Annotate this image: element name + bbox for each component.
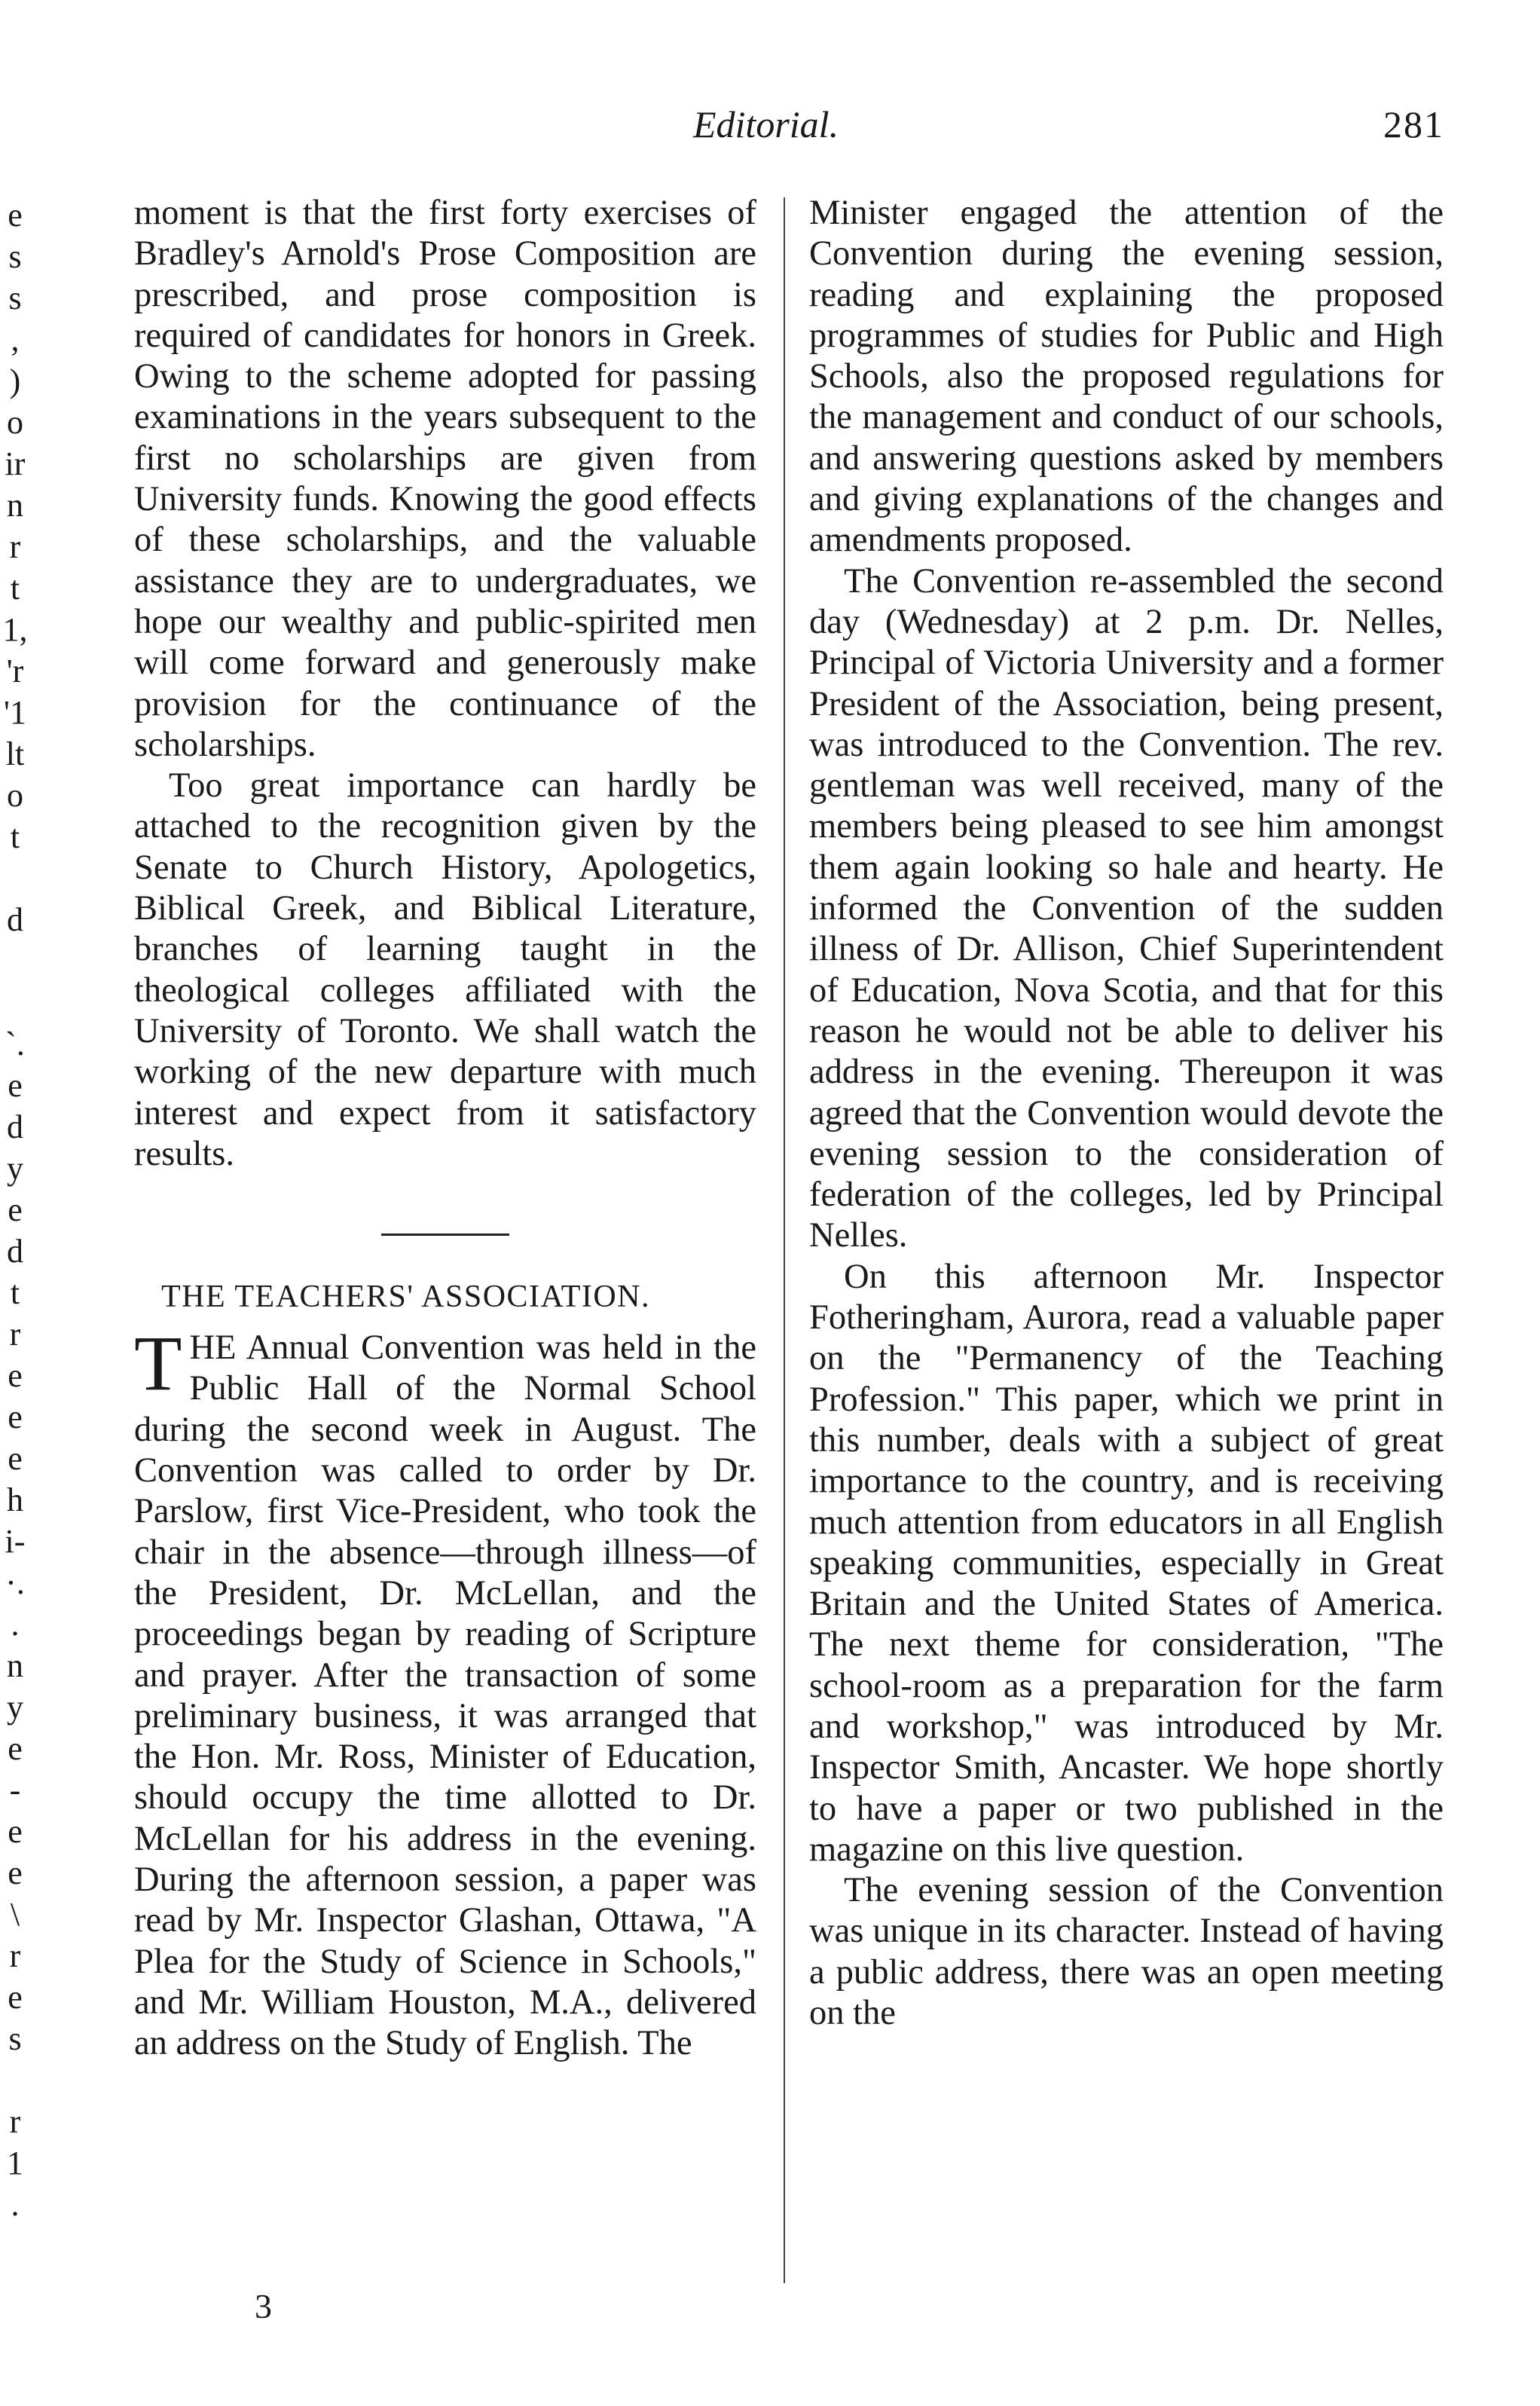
column-rule <box>784 197 785 2283</box>
margin-fragment: . <box>11 1606 20 1643</box>
left-paragraph-scholarships: moment is that the first forty exercises of Bradley's Arnold's Prose Composition are prescribed, and prose composition is required of candidates for honors in Greek. Owing to the scheme adopted for passing examinations in the years subsequent to the first no scholarships are given from University funds. Knowing the good effects of these scholarships, and the valuable assistance they are to undergraduates, we hope our wealthy and public-spirited men will come forward and generously make provision for the continuance of the scholarships. <box>134 194 756 764</box>
margin-fragment: s <box>8 280 22 316</box>
facing-page-margin-fragments <box>0 194 83 2244</box>
margin-fragment <box>0 2059 30 2101</box>
margin-fragment: r <box>9 528 21 565</box>
left-paragraph-church-history: Too great importance can hardly be attached to the recognition given by the Senate to Church History, Apologetics, Biblical Greek, and Biblical Literature, branches of learning taught in the theological colleges affiliated with the University of Toronto. We shall watch the working of the new departure with much interest and expect from it satisfactory results. <box>134 766 756 1173</box>
right-paragraph-minister: Minister engaged the attention of the Convention during the evening session, reading and explaining the proposed programmes of studies for Public and High Schools, also the proposed regulations for the management and conduct of our schools, and answering questions asked by members and giving explanations of the changes and amendments proposed. <box>809 194 1444 560</box>
margin-fragment <box>0 858 30 899</box>
margin-fragment: t <box>10 1274 20 1311</box>
running-head-title: Editorial. <box>693 103 839 145</box>
margin-fragment: 1 <box>7 2145 23 2181</box>
margin-fragment: n <box>7 487 23 524</box>
margin-fragment: ·. <box>5 1564 25 1601</box>
left-paragraph-convention-text: HE Annual Convention was held in the Public Hall of the Normal School during the second week in August. The Convention was called to order by Dr. Parslow, first Vice-President, who took the chair in the absence—through illness—of the President, Dr. McLellan, and the proceedings began by reading of Scripture and prayer. After the transaction of some preliminary business, it was arranged that the Hon. Mr. Ross, Minister of Education, should occupy the time allotted to Dr. McLellan for his address in the evening. During the afternoon session, a paper was read by Mr. Inspector Glashan, Ottawa, "A Plea for the Study of Science in Schools," and Mr. William Houston, M.A., delivered an address on the Study of English. The <box>134 1328 756 2063</box>
margin-fragment: e <box>8 1730 23 1767</box>
margin-fragment: o <box>7 404 23 441</box>
drop-cap: T <box>134 1320 182 1408</box>
margin-fragment: e <box>8 1813 23 1850</box>
right-column <box>809 193 1444 2034</box>
signature-mark: 3 <box>255 2287 272 2325</box>
margin-fragment: d <box>7 1108 23 1145</box>
margin-fragment: y <box>7 1689 23 1726</box>
margin-fragment: e <box>8 1440 23 1477</box>
margin-fragment: ) <box>9 362 21 399</box>
margin-fragment: e <box>8 1854 23 1891</box>
margin-fragment: s <box>8 238 22 275</box>
margin-fragment: , <box>11 321 20 358</box>
margin-fragment: \ <box>10 1896 20 1933</box>
margin-fragment: `. <box>5 1026 25 1062</box>
running-head <box>0 102 1540 163</box>
margin-fragment: e <box>8 1191 23 1228</box>
margin-fragment: 'r <box>6 653 24 689</box>
margin-fragment: d <box>7 901 23 938</box>
right-paragraph-afternoon: On this afternoon Mr. Inspector Fotheringham, Aurora, read a valuable paper on the "Permanency of the Teaching Profession." This paper, which we print in this number, deals with a subject of great importance to the country, and is receiving much attention from educators in all English speaking communities, especially in Great Britain and the United States of America. The next theme for consideration, "The school-room as a preparation for the farm and workshop," was introduced by Mr. Inspector Smith, Ancaster. We hope shortly to have a paper or two published in the magazine on this live question. <box>809 1257 1444 1869</box>
margin-fragment: t <box>10 818 20 855</box>
margin-fragment: h <box>7 1481 23 1518</box>
page-number: 281 <box>1383 103 1444 145</box>
margin-fragment <box>0 940 30 982</box>
margin-fragment: e <box>8 1399 23 1435</box>
margin-fragment: d <box>7 1233 23 1270</box>
left-paragraph-convention <box>134 1320 756 2064</box>
margin-fragment: r <box>9 2103 21 2140</box>
section-heading: THE TEACHERS' ASSOCIATION. <box>161 1279 651 1315</box>
margin-fragment: e <box>8 1067 23 1104</box>
left-column <box>134 193 756 2064</box>
margin-fragment: lt <box>5 735 25 772</box>
section-divider <box>381 1234 509 1236</box>
margin-fragment: - <box>9 1772 21 1808</box>
margin-fragment: s <box>8 2020 22 2057</box>
margin-fragment: . <box>11 2186 20 2223</box>
margin-fragment: y <box>7 1150 23 1187</box>
margin-fragment: '1 <box>4 694 26 731</box>
margin-fragment: ir <box>5 445 26 482</box>
margin-fragment: e <box>8 197 23 234</box>
right-paragraph-second-day: The Convention re-assembled the second day (Wednesday) at 2 p.m. Dr. Nelles, Principal of Victoria University and a former President of the Association, being present, was introduced to the Convention. The rev. gentleman was well received, many of the members being pleased to see him amongst them again looking so hale and hearty. He informed the Convention of the sudden illness of Dr. Allison, Chief Superintendent of Education, Nova Scotia, and that for this reason he would not be able to deliver his address in the evening. Thereupon it was agreed that the Convention would devote the evening session to the consideration of federation of the colleges, led by Principal Nelles. <box>809 561 1444 1255</box>
margin-fragment: t <box>10 570 20 607</box>
margin-fragment: n <box>7 1647 23 1684</box>
margin-fragment: r <box>9 1316 21 1353</box>
margin-fragment: 1, <box>2 611 28 648</box>
margin-fragment: r <box>9 1937 21 1974</box>
margin-fragment: i- <box>5 1523 26 1560</box>
margin-fragment: e <box>8 1979 23 2016</box>
margin-fragment: e <box>8 1357 23 1394</box>
margin-fragment: o <box>7 777 23 814</box>
margin-fragment <box>0 982 30 1023</box>
right-paragraph-evening: The evening session of the Convention was unique in its character. Instead of having a public address, there was an open meeting on the <box>809 1871 1444 2033</box>
